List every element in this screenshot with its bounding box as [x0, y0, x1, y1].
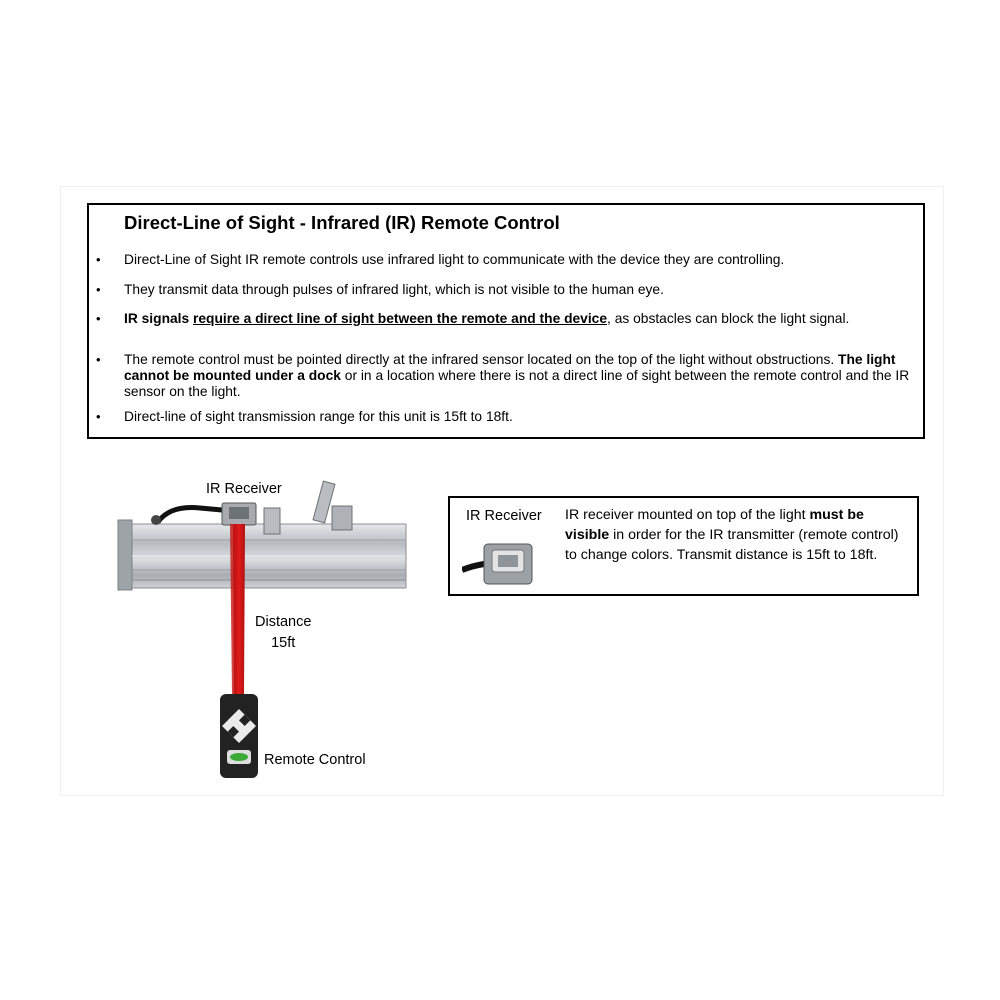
distance-label [255, 612, 311, 654]
ir-receiver-icon [222, 503, 256, 525]
bullet-text: , as obstacles can block the light signal. [607, 311, 850, 326]
bullet-dot: • [96, 252, 101, 267]
distance-value: 15ft [271, 635, 296, 651]
receiver-note-part: in order for the IR transmitter (remote control) to change colors. Transmit distance is 15ft to 18ft. [565, 527, 899, 563]
bullet-text: or in a location where there is not a direct line of sight between the remote control and the IR sensor on the light. [124, 368, 910, 399]
cable-gland [151, 515, 161, 525]
bullet-text: The remote control must be pointed directly at the infrared sensor located on the top of the light without obstructions. [124, 352, 839, 367]
remote-label: Remote Control [264, 752, 366, 768]
receiver-note-part: IR receiver mounted on top of the light [565, 507, 810, 523]
receiver-note-text [565, 505, 910, 565]
bullet-dot: • [96, 282, 101, 297]
distance-caption: Distance [255, 614, 312, 630]
bullet-dot: • [96, 311, 101, 326]
bullet-bold-text: IR signals [124, 311, 190, 326]
remote-control-icon [220, 694, 258, 778]
bullet-bold-text: The light cannot be mounted under a dock [124, 352, 896, 383]
cable [158, 508, 222, 522]
bullet-text: Direct-line of sight transmission range for this unit is 15ft to 18ft. [124, 409, 513, 424]
bullet-text: They transmit data through pulses of infrared light, which is not visible to the human eye. [124, 282, 664, 297]
bullet-text: Direct-Line of Sight IR remote controls use infrared light to communicate with the device they are controlling. [124, 252, 785, 267]
bullet-dot: • [96, 409, 101, 424]
receiver-note-box [448, 496, 919, 596]
bullet-dot: • [96, 352, 101, 367]
receiver-note-label: IR Receiver [466, 508, 542, 524]
bullet-underlined-text: require a direct line of sight between the remote and the device [193, 311, 608, 326]
receiver-label: IR Receiver [206, 481, 282, 497]
light-fixture [118, 520, 406, 590]
ir-beam-edge [230, 524, 236, 695]
ir-receiver-photo [462, 530, 542, 590]
receiver-note-bold: must be visible [565, 507, 864, 543]
info-title: Direct-Line of Sight - Infrared (IR) Remote Control [124, 212, 560, 233]
